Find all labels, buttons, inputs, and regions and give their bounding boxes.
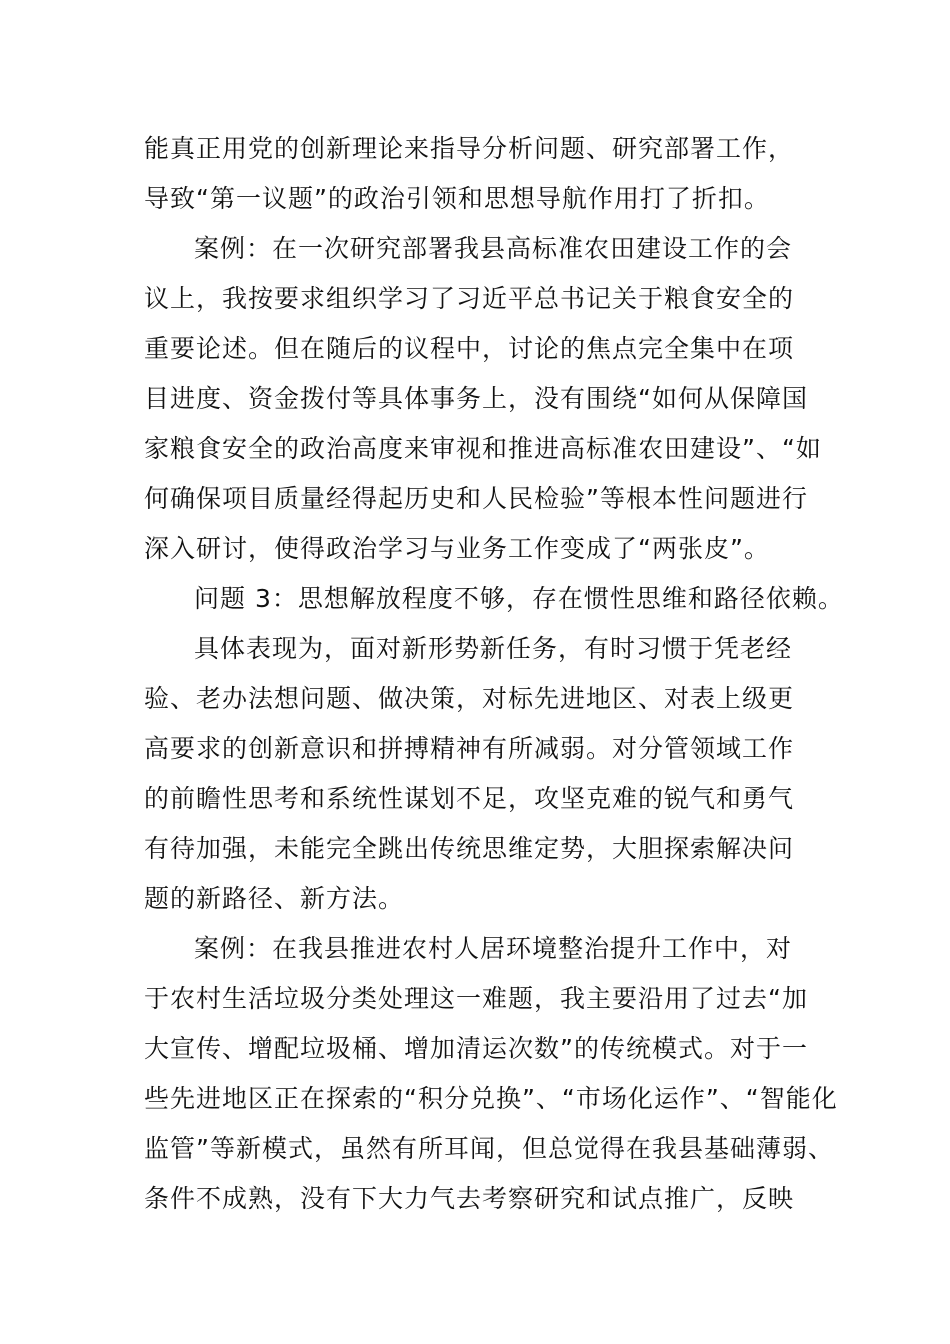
text-line: 大宣传、增配垃圾桶、增加清运次数”的传统模式。对于一 bbox=[144, 1034, 808, 1063]
text-line: 深入研讨，使得政治学习与业务工作变成了“两张皮”。 bbox=[144, 534, 770, 563]
text-line: 导致“第一议题”的政治引领和思想导航作用打了折扣。 bbox=[144, 184, 770, 213]
text-line: 于农村生活垃圾分类处理这一难题，我主要沿用了过去“加 bbox=[144, 984, 808, 1013]
text-line: 具体表现为，面对新形势新任务，有时习惯于凭老经 bbox=[194, 634, 793, 663]
text-line: 监管”等新模式，虽然有所耳闻，但总觉得在我县基础薄弱、 bbox=[144, 1134, 834, 1163]
text-line: 问题 3：思想解放程度不够，存在惯性思维和路径依赖。 bbox=[194, 584, 844, 613]
text-line: 条件不成熟，没有下大力气去考察研究和试点推广，反映 bbox=[144, 1184, 795, 1213]
text-line: 案例：在一次研究部署我县高标准农田建设工作的会 bbox=[194, 234, 793, 263]
text-line: 高要求的创新意识和拼搏精神有所减弱。对分管领域工作 bbox=[144, 734, 795, 763]
document-body bbox=[144, 124, 844, 1224]
text-line: 能真正用党的创新理论来指导分析问题、研究部署工作， bbox=[144, 134, 795, 163]
text-line: 题的新路径、新方法。 bbox=[144, 884, 405, 913]
text-line: 目进度、资金拨付等具体事务上，没有围绕“如何从保障国 bbox=[144, 384, 808, 413]
text-line: 些先进地区正在探索的“积分兑换”、“市场化运作”、“智能化 bbox=[144, 1084, 838, 1113]
text-line: 有待加强，未能完全跳出传统思维定势，大胆探索解决问 bbox=[144, 834, 795, 863]
text-line: 议上，我按要求组织学习了习近平总书记关于粮食安全的 bbox=[144, 284, 795, 313]
text-line: 验、老办法想问题、做决策，对标先进地区、对表上级更 bbox=[144, 684, 795, 713]
text-line: 重要论述。但在随后的议程中，讨论的焦点完全集中在项 bbox=[144, 334, 795, 363]
text-line: 何确保项目质量经得起历史和人民检验”等根本性问题进行 bbox=[144, 484, 808, 513]
text-line: 案例：在我县推进农村人居环境整治提升工作中，对 bbox=[194, 934, 793, 963]
text-line: 的前瞻性思考和系统性谋划不足，攻坚克难的锐气和勇气 bbox=[144, 784, 795, 813]
text-line: 家粮食安全的政治高度来审视和推进高标准农田建设”、“如 bbox=[144, 434, 822, 463]
